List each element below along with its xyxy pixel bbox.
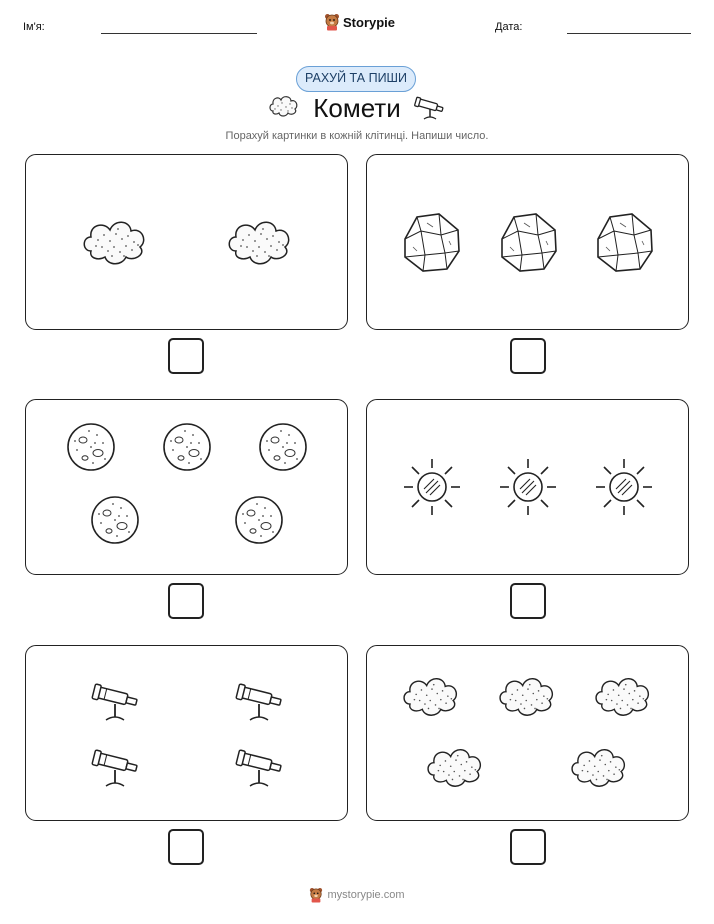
cloud-icon (572, 750, 624, 787)
name-label: Ім'я: (23, 21, 45, 33)
moon-icon (164, 424, 210, 470)
sun-icon (404, 459, 460, 515)
name-input-line[interactable] (101, 33, 257, 34)
moon-icon (92, 497, 138, 543)
counting-panel-1 (25, 154, 348, 330)
answer-box-2[interactable] (510, 338, 546, 374)
counting-panel-6 (366, 645, 689, 821)
page-title: Комети (313, 93, 401, 123)
answer-box-3[interactable] (168, 583, 204, 619)
panel-4-items (367, 400, 690, 576)
cloud-icon (500, 679, 552, 716)
date-input-line[interactable] (567, 33, 691, 34)
cloud-icon (84, 222, 143, 264)
rock-icon (502, 214, 556, 271)
telescope-icon (92, 684, 138, 720)
telescope-icon (414, 92, 446, 120)
moon-icon (260, 424, 306, 470)
cloud-icon (428, 750, 480, 787)
panel-5-items (26, 646, 349, 822)
counting-panel-4 (366, 399, 689, 575)
panel-2-items (367, 155, 690, 331)
cloud-icon (404, 679, 456, 716)
panel-6-items (367, 646, 690, 822)
footer (0, 887, 714, 903)
panel-3-items (26, 400, 349, 576)
bear-mascot-icon (309, 887, 323, 903)
rock-icon (405, 214, 459, 271)
answer-box-1[interactable] (168, 338, 204, 374)
moon-icon (236, 497, 282, 543)
panel-1-items (26, 155, 349, 331)
answer-box-4[interactable] (510, 583, 546, 619)
date-label: Дата: (495, 21, 523, 33)
sun-icon (500, 459, 556, 515)
cloud-icon (229, 222, 288, 264)
telescope-icon (236, 750, 282, 786)
cloud-icon (596, 679, 648, 716)
bear-mascot-icon (324, 13, 340, 31)
moon-icon (68, 424, 114, 470)
telescope-icon (236, 684, 282, 720)
telescope-icon (92, 750, 138, 786)
sun-icon (596, 459, 652, 515)
brand-name: Storypie (343, 14, 396, 30)
answer-box-6[interactable] (510, 829, 546, 865)
footer-url[interactable]: mystorypie.com (327, 889, 405, 901)
brand-logo (324, 13, 395, 31)
counting-panel-2 (366, 154, 689, 330)
rock-icon (598, 214, 652, 271)
instructions: Порахуй картинки в кожній клітинці. Напиши число. (225, 130, 489, 142)
counting-panel-5 (25, 645, 348, 821)
answer-box-5[interactable] (168, 829, 204, 865)
counting-panel-3 (25, 399, 348, 575)
activity-badge: РАХУЙ ТА ПИШИ (296, 66, 416, 92)
